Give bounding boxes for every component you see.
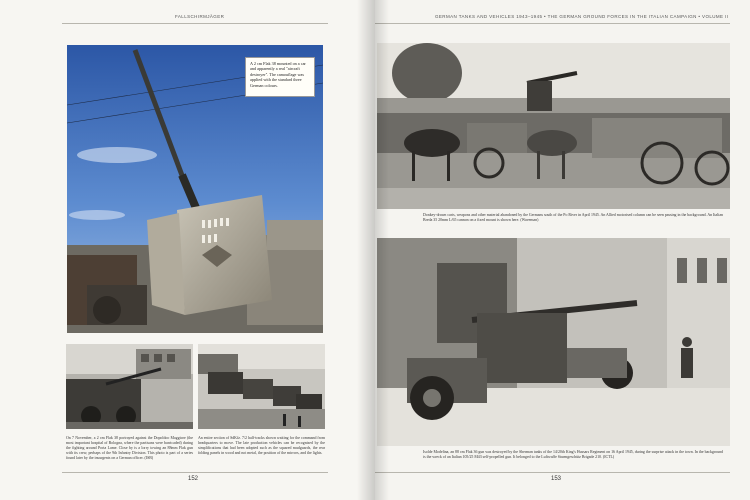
flak-lorry-bw-photo: [66, 344, 193, 429]
donkey-carts-bw-photo: [377, 43, 730, 209]
right-caption-1: Donkey-drawn carts, weapons and other material abandoned by the Germans south of the Po River in April 1945. An Allied motorised column can be seen passing in the background. An Italian Breda 35 20mm L/65 cannon on a fixed mount is shown here. (Waveman): [423, 213, 723, 223]
right-foot-rule: [375, 472, 730, 473]
left-foot-rule: [62, 472, 328, 473]
right-gutter-shadow: [375, 0, 389, 500]
left-head-rule: [62, 23, 328, 24]
left-caption-2: An entire section of SdKfz. 7/2 half-tracks shown waiting for the command from headquarters to move. The late production vehicles can be recognised by the simplifications that had been adopted such as the squared mudguards, the rear folding panels in wood and not metal, the position of the mirrors, and the lights.: [198, 436, 325, 456]
left-folio: 152: [188, 476, 199, 482]
right-head-rule: [375, 23, 730, 24]
left-gutter-shadow: [357, 0, 375, 500]
halftracks-column-bw-photo: [198, 344, 325, 429]
left-caption-1: On 7 November, a 2 cm Flak 38 portrayed against the Dopoldoo Maggiore (the most important hospital of Bologna, where the partisans were barricaded) during the fighting around Porta Lame. Close by is a lorry towing an 88mm Flak gun with its crew, perhaps of the 9th Infantry Division. This photo is part of a series found later by the insurgents on a German officer. (ISB): [66, 436, 193, 461]
right-caption-2: Isolde Modelina, an 88 cm Flak 36 gun was destroyed by the Sherman tanks of the 14/20th King's Hussars Regiment on 16 April 1945, during the surprise attack in the town. In the background is the wreck of an Italian 105/25 M43 self-propelled gun. It belonged to the Luftwaffe Sturmgeschütz Brigade 210. (ICTL): [423, 450, 723, 460]
right-page: [375, 0, 750, 500]
left-running-head: FALLSCHIRMJÄGER: [175, 14, 225, 19]
destroyed-flak36-bw-photo: [377, 238, 730, 446]
top-photo-caption: A 2 cm Flak 38 mounted on a car and apparently a real "aircraft destroyer". The camouflage was applied with the standard three German colours.: [245, 57, 315, 97]
right-running-head: GERMAN TANKS AND VEHICLES 1943–1945 • THE GERMAN GROUND FORCES IN THE ITALIAN CAMPAIGN • VOLUME II: [435, 14, 729, 19]
right-folio: 153: [551, 476, 562, 482]
